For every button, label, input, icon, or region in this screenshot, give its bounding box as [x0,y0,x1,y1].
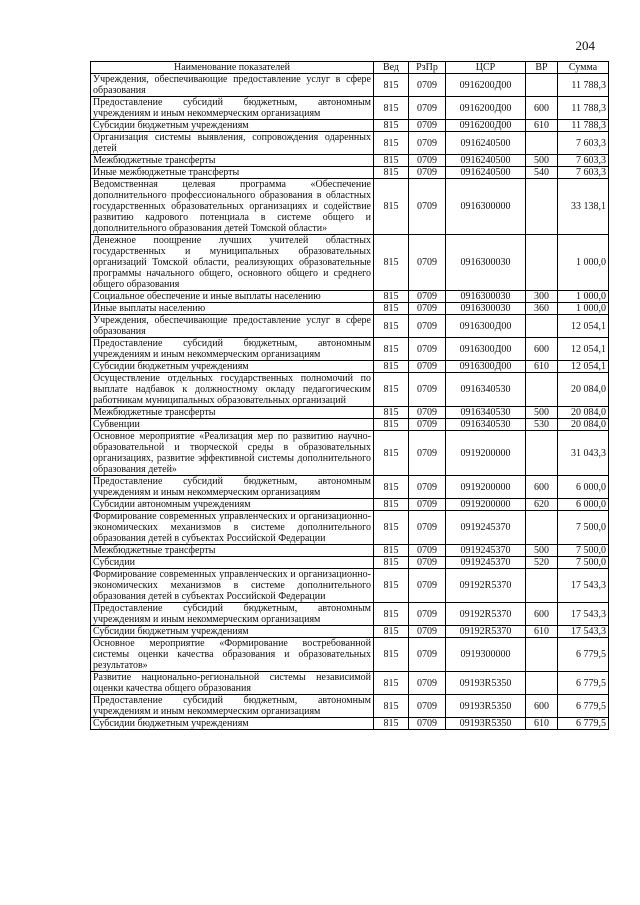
cell-csr: 09193R5350 [446,672,526,695]
cell-vr: 540 [526,167,558,179]
budget-table [90,61,609,730]
cell-csr: 09192R5370 [446,603,526,626]
table-row [91,315,609,338]
cell-rzpr: 0709 [409,511,446,545]
cell-csr: 0916340530 [446,419,526,431]
cell-name: Субсидии автономным учреждениям [91,499,374,511]
cell-name: Организация системы выявления, сопровождения одаренных детей [91,132,374,155]
cell-sum: 6 779,5 [558,718,609,730]
cell-name: Субсидии [91,557,374,569]
cell-csr: 0916200Д00 [446,74,526,97]
table-row [91,626,609,638]
cell-ved: 815 [374,120,409,132]
cell-name: Формирование современных управленческих и организационно-экономических механизмов в системе дополнительного образования детей в субъектах Российской Федерации [91,569,374,603]
cell-vr: 360 [526,303,558,315]
cell-csr: 09192R5370 [446,626,526,638]
cell-sum: 6 779,5 [558,638,609,672]
cell-vr: 610 [526,361,558,373]
cell-ved: 815 [374,291,409,303]
cell-ved: 815 [374,338,409,361]
cell-rzpr: 0709 [409,569,446,603]
cell-sum: 33 138,1 [558,179,609,235]
table-row [91,120,609,132]
cell-ved: 815 [374,626,409,638]
cell-rzpr: 0709 [409,167,446,179]
table-header-row [91,62,609,74]
table-row [91,235,609,291]
cell-rzpr: 0709 [409,557,446,569]
table-row [91,557,609,569]
cell-csr: 0919245370 [446,557,526,569]
cell-vr: 610 [526,718,558,730]
cell-sum: 6 779,5 [558,695,609,718]
cell-csr: 0919200000 [446,499,526,511]
header-sum: Сумма [558,62,609,74]
cell-ved: 815 [374,545,409,557]
header-name: Наименование показателей [91,62,374,74]
cell-name: Предоставление субсидий бюджетным, автономным учреждениям и иным некоммерческим организациям [91,338,374,361]
cell-sum: 7 500,0 [558,511,609,545]
cell-sum: 6 000,0 [558,476,609,499]
cell-ved: 815 [374,361,409,373]
cell-sum: 11 788,3 [558,120,609,132]
cell-ved: 815 [374,419,409,431]
table-row [91,718,609,730]
cell-ved: 815 [374,132,409,155]
cell-csr: 0919200000 [446,476,526,499]
cell-vr: 500 [526,155,558,167]
cell-vr [526,511,558,545]
cell-ved: 815 [374,373,409,407]
cell-vr [526,569,558,603]
cell-sum: 1 000,0 [558,291,609,303]
cell-ved: 815 [374,695,409,718]
cell-sum: 12 054,1 [558,361,609,373]
cell-sum: 20 084,0 [558,419,609,431]
cell-vr: 600 [526,603,558,626]
cell-sum: 6 779,5 [558,672,609,695]
cell-name: Субсидии бюджетным учреждениям [91,120,374,132]
cell-sum: 6 000,0 [558,499,609,511]
cell-rzpr: 0709 [409,373,446,407]
cell-name: Межбюджетные трансферты [91,155,374,167]
cell-rzpr: 0709 [409,338,446,361]
cell-name: Ведомственная целевая программа «Обеспечение дополнительного профессионального образования в областных государственных образовательных организациях и содействие развитию кадрового потенциала в системе общего и дополнительного образования детей Томской области» [91,179,374,235]
table-row [91,545,609,557]
cell-vr [526,74,558,97]
cell-rzpr: 0709 [409,499,446,511]
cell-ved: 815 [374,499,409,511]
cell-ved: 815 [374,603,409,626]
cell-name: Субсидии бюджетным учреждениям [91,361,374,373]
cell-rzpr: 0709 [409,155,446,167]
cell-vr: 610 [526,626,558,638]
cell-csr: 0916300000 [446,179,526,235]
cell-rzpr: 0709 [409,695,446,718]
cell-name: Предоставление субсидий бюджетным, автономным учреждениям и иным некоммерческим организациям [91,97,374,120]
cell-csr: 0919300000 [446,638,526,672]
cell-csr: 0919200000 [446,431,526,476]
cell-rzpr: 0709 [409,97,446,120]
cell-rzpr: 0709 [409,291,446,303]
table-row [91,361,609,373]
page-number: 204 [575,38,595,53]
cell-sum: 7 500,0 [558,545,609,557]
cell-vr: 520 [526,557,558,569]
table-body [91,74,609,730]
cell-csr: 0916240500 [446,167,526,179]
cell-sum: 12 054,1 [558,338,609,361]
cell-ved: 815 [374,407,409,419]
table-row [91,476,609,499]
cell-sum: 20 084,0 [558,373,609,407]
cell-csr: 09193R5350 [446,718,526,730]
cell-vr [526,179,558,235]
cell-sum: 12 054,1 [558,315,609,338]
cell-vr [526,315,558,338]
table-row [91,179,609,235]
cell-ved: 815 [374,569,409,603]
cell-csr: 0919245370 [446,545,526,557]
cell-name: Межбюджетные трансферты [91,407,374,419]
table-row [91,431,609,476]
cell-sum: 11 788,3 [558,97,609,120]
cell-vr [526,431,558,476]
cell-sum: 1 000,0 [558,303,609,315]
cell-rzpr: 0709 [409,718,446,730]
cell-sum: 20 084,0 [558,407,609,419]
cell-sum: 7 603,3 [558,155,609,167]
cell-name: Предоставление субсидий бюджетным, автономным учреждениям и иным некоммерческим организациям [91,695,374,718]
table-row [91,74,609,97]
cell-name: Учреждения, обеспечивающие предоставление услуг в сфере образования [91,315,374,338]
cell-vr [526,373,558,407]
cell-vr: 600 [526,476,558,499]
cell-name: Социальное обеспечение и иные выплаты населению [91,291,374,303]
cell-rzpr: 0709 [409,74,446,97]
cell-vr [526,235,558,291]
cell-sum: 7 603,3 [558,167,609,179]
cell-sum: 17 543,3 [558,569,609,603]
cell-vr: 600 [526,695,558,718]
table-row [91,303,609,315]
header-ved: Вед [374,62,409,74]
cell-rzpr: 0709 [409,235,446,291]
cell-vr: 300 [526,291,558,303]
cell-sum: 31 043,3 [558,431,609,476]
cell-vr [526,132,558,155]
cell-rzpr: 0709 [409,315,446,338]
cell-rzpr: 0709 [409,407,446,419]
cell-ved: 815 [374,74,409,97]
cell-csr: 0916300Д00 [446,315,526,338]
cell-vr: 600 [526,97,558,120]
table-row [91,419,609,431]
cell-name: Субсидии бюджетным учреждениям [91,718,374,730]
cell-ved: 815 [374,97,409,120]
table-row [91,338,609,361]
cell-ved: 815 [374,511,409,545]
cell-rzpr: 0709 [409,132,446,155]
cell-ved: 815 [374,167,409,179]
table-row [91,167,609,179]
cell-vr [526,638,558,672]
cell-name: Межбюджетные трансферты [91,545,374,557]
cell-rzpr: 0709 [409,626,446,638]
cell-csr: 0916240500 [446,132,526,155]
cell-ved: 815 [374,638,409,672]
cell-name: Предоставление субсидий бюджетным, автономным учреждениям и иным некоммерческим организациям [91,476,374,499]
cell-vr: 620 [526,499,558,511]
table-row [91,638,609,672]
cell-csr: 0916300Д00 [446,338,526,361]
header-csr: ЦСР [446,62,526,74]
cell-ved: 815 [374,718,409,730]
cell-name: Денежное поощрение лучших учителей областных государственных и муниципальных образовательных организаций Томской области, реализующих образовательные программы начального общего, основного общего и среднего общего образования [91,235,374,291]
cell-rzpr: 0709 [409,545,446,557]
cell-name: Осуществление отдельных государственных полномочий по выплате надбавок к должностному окладу педагогическим работникам муниципальных образовательных организаций [91,373,374,407]
cell-ved: 815 [374,155,409,167]
cell-csr: 0916300Д00 [446,361,526,373]
cell-name: Основное мероприятие «Реализация мер по развитию научно-образовательной и творческой среды в образовательных организациях, развитие эффективной системы дополнительного образования детей» [91,431,374,476]
cell-rzpr: 0709 [409,476,446,499]
cell-vr: 610 [526,120,558,132]
cell-ved: 815 [374,476,409,499]
table-row [91,672,609,695]
cell-csr: 09192R5370 [446,569,526,603]
cell-rzpr: 0709 [409,419,446,431]
header-vr: ВР [526,62,558,74]
cell-name: Учреждения, обеспечивающие предоставление услуг в сфере образования [91,74,374,97]
cell-vr: 600 [526,338,558,361]
cell-ved: 815 [374,179,409,235]
cell-csr: 0916340530 [446,373,526,407]
cell-rzpr: 0709 [409,120,446,132]
cell-vr [526,672,558,695]
cell-rzpr: 0709 [409,361,446,373]
table-row [91,511,609,545]
table-row [91,407,609,419]
table-row [91,695,609,718]
cell-rzpr: 0709 [409,431,446,476]
cell-sum: 11 788,3 [558,74,609,97]
cell-sum: 7 500,0 [558,557,609,569]
cell-sum: 7 603,3 [558,132,609,155]
cell-vr: 530 [526,419,558,431]
header-rzpr: РзПр [409,62,446,74]
table-row [91,132,609,155]
table-row [91,155,609,167]
cell-ved: 815 [374,315,409,338]
cell-csr: 0919245370 [446,511,526,545]
cell-csr: 0916200Д00 [446,97,526,120]
cell-rzpr: 0709 [409,303,446,315]
table-row [91,97,609,120]
cell-name: Иные межбюджетные трансферты [91,167,374,179]
cell-sum: 1 000,0 [558,235,609,291]
cell-csr: 0916200Д00 [446,120,526,132]
cell-csr: 0916300030 [446,235,526,291]
cell-rzpr: 0709 [409,179,446,235]
cell-ved: 815 [374,303,409,315]
table-row [91,603,609,626]
cell-csr: 09193R5350 [446,695,526,718]
cell-name: Субсидии бюджетным учреждениям [91,626,374,638]
cell-ved: 815 [374,672,409,695]
cell-vr: 500 [526,407,558,419]
cell-name: Предоставление субсидий бюджетным, автономным учреждениям и иным некоммерческим организациям [91,603,374,626]
cell-csr: 0916300030 [446,291,526,303]
cell-rzpr: 0709 [409,603,446,626]
cell-name: Развитие национально-региональной системы независимой оценки качества общего образования [91,672,374,695]
cell-rzpr: 0709 [409,638,446,672]
cell-sum: 17 543,3 [558,626,609,638]
cell-rzpr: 0709 [409,672,446,695]
table-row [91,569,609,603]
cell-name: Формирование современных управленческих и организационно-экономических механизмов в системе дополнительного образования детей в субъектах Российской Федерации [91,511,374,545]
cell-csr: 0916240500 [446,155,526,167]
cell-name: Основное мероприятие «Формирование востребованной системы оценки качества образования и образовательных результатов» [91,638,374,672]
cell-csr: 0916340530 [446,407,526,419]
cell-vr: 500 [526,545,558,557]
cell-ved: 815 [374,557,409,569]
table-row [91,291,609,303]
cell-sum: 17 543,3 [558,603,609,626]
cell-csr: 0916300030 [446,303,526,315]
cell-ved: 815 [374,235,409,291]
cell-name: Иные выплаты населению [91,303,374,315]
cell-name: Субвенции [91,419,374,431]
table-row [91,373,609,407]
cell-ved: 815 [374,431,409,476]
table-row [91,499,609,511]
